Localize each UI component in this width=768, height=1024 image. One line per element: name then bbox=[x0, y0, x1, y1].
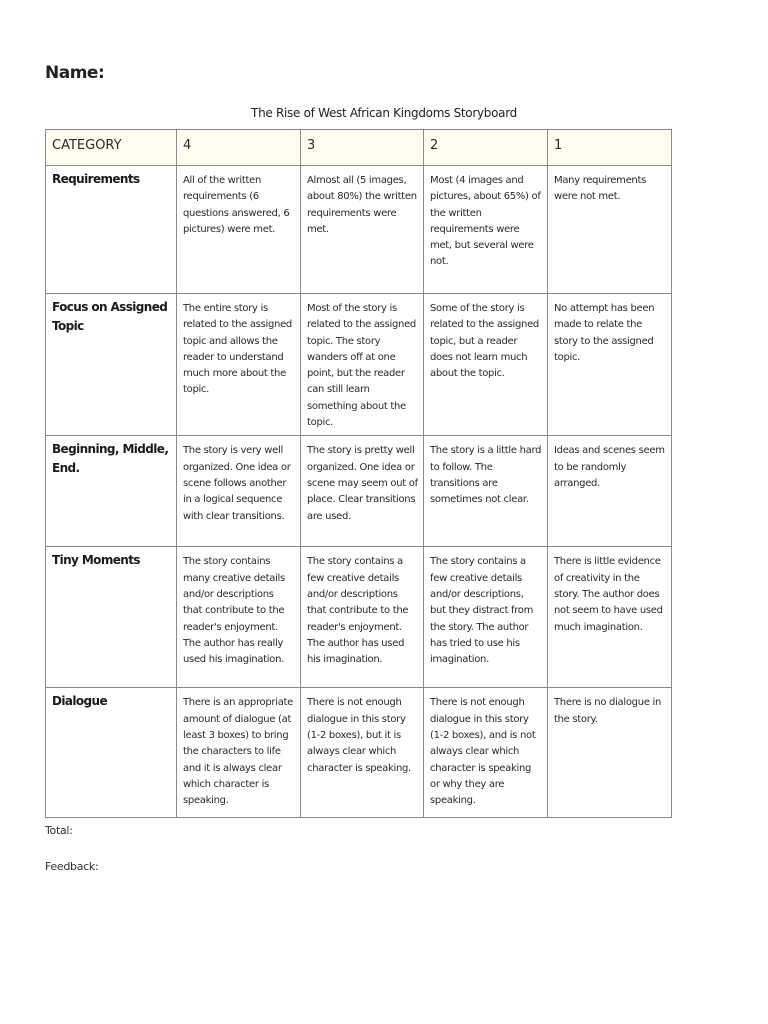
column-header-score-4: 4 bbox=[177, 130, 301, 166]
score-cell: Ideas and scenes seem to be randomly arranged. bbox=[548, 436, 672, 547]
column-header-score-1: 1 bbox=[548, 130, 672, 166]
score-cell: There is an appropriate amount of dialogue (at least 3 boxes) to bring the characters to life and it is always clear which character is speaking. bbox=[177, 688, 301, 818]
score-cell: There is no dialogue in the story. bbox=[548, 688, 672, 818]
score-cell: Many requirements were not met. bbox=[548, 166, 672, 294]
score-cell: There is not enough dialogue in this story (1-2 boxes), but it is always clear which character is speaking. bbox=[301, 688, 424, 818]
score-cell: Almost all (5 images, about 80%) the written requirements were met. bbox=[301, 166, 424, 294]
criterion-label: Dialogue bbox=[46, 688, 177, 818]
rubric-row-structure bbox=[46, 436, 672, 547]
score-cell: Most (4 images and pictures, about 65%) of the written requirements were met, but several were not. bbox=[424, 166, 548, 294]
score-cell: The story contains a few creative details and/or descriptions, but they distract from the story. The author has tried to use his imagination. bbox=[424, 547, 548, 688]
score-cell: The story contains a few creative details and/or descriptions that contribute to the reader's enjoyment. The author has used his imagination. bbox=[301, 547, 424, 688]
total-label: Total: bbox=[45, 824, 73, 837]
score-cell: The entire story is related to the assigned topic and allows the reader to understand much more about the topic. bbox=[177, 294, 301, 436]
rubric-row-focus bbox=[46, 294, 672, 436]
document-title: The Rise of West African Kingdoms Storyboard bbox=[251, 106, 517, 120]
criterion-label: Requirements bbox=[46, 166, 177, 294]
criterion-label: Tiny Moments bbox=[46, 547, 177, 688]
column-header-category: CATEGORY bbox=[46, 130, 177, 166]
rubric-table bbox=[45, 129, 672, 818]
score-cell: The story is pretty well organized. One idea or scene may seem out of place. Clear transitions are used. bbox=[301, 436, 424, 547]
column-header-score-2: 2 bbox=[424, 130, 548, 166]
rubric-header-row bbox=[46, 130, 672, 166]
score-cell: Most of the story is related to the assigned topic. The story wanders off at one point, but the reader can still learn something about the topic. bbox=[301, 294, 424, 436]
feedback-label: Feedback: bbox=[45, 860, 99, 873]
score-cell: All of the written requirements (6 questions answered, 6 pictures) were met. bbox=[177, 166, 301, 294]
score-cell: No attempt has been made to relate the story to the assigned topic. bbox=[548, 294, 672, 436]
score-cell: The story is a little hard to follow. The transitions are sometimes not clear. bbox=[424, 436, 548, 547]
score-cell: Some of the story is related to the assigned topic, but a reader does not learn much about the topic. bbox=[424, 294, 548, 436]
score-cell: The story is very well organized. One idea or scene follows another in a logical sequence with clear transitions. bbox=[177, 436, 301, 547]
criterion-label: Focus on Assigned Topic bbox=[46, 294, 177, 436]
score-cell: The story contains many creative details and/or descriptions that contribute to the reader's enjoyment. The author has really used his imagination. bbox=[177, 547, 301, 688]
column-header-score-3: 3 bbox=[301, 130, 424, 166]
rubric-row-dialogue bbox=[46, 688, 672, 818]
score-cell: There is not enough dialogue in this story (1-2 boxes), and is not always clear which character is speaking or why they are speaking. bbox=[424, 688, 548, 818]
criterion-label: Beginning, Middle, End. bbox=[46, 436, 177, 547]
name-label: Name: bbox=[45, 63, 105, 83]
rubric-row-tiny-moments bbox=[46, 547, 672, 688]
score-cell: There is little evidence of creativity in the story. The author does not seem to have used much imagination. bbox=[548, 547, 672, 688]
rubric-row-requirements bbox=[46, 166, 672, 294]
